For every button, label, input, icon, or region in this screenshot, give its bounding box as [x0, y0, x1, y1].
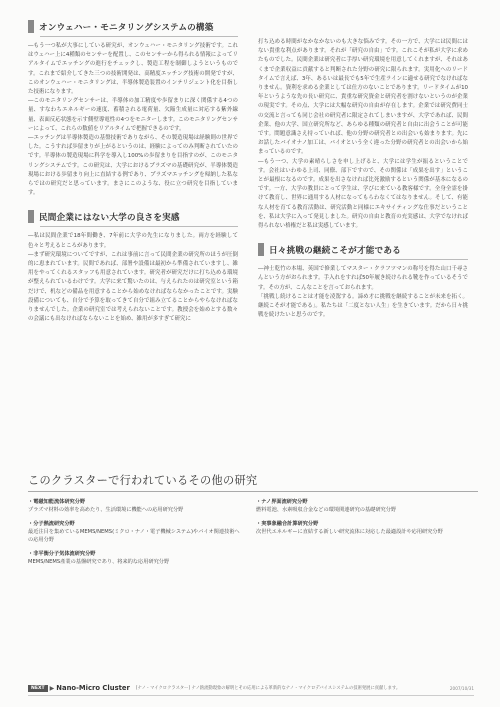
cluster-title: このクラスターで行われているその他の研究	[28, 474, 258, 487]
cluster-name: Nano-Micro Cluster	[56, 684, 130, 692]
paragraph: ―まず研究環境についてですが、これは事前に言って民間企業の研究所のほうが圧倒的に恵まれています。民間であれば、部署や設備は最初から準備されていますし、雑用をやってくれるスタッフも用意されています。研究者が研究だけに打ち込める環境が整えられているわけです。大学に来て驚いたのは、与えられたのは研究室という箱だけで、机などの備品を用意することから始めなければならなかったことです。実験設備についても、自分で予算を取ってきて自分で組み立てることからやらなければなりませんでした。企業の研究室では考えられないことです。教授会を始めとする数々の会議にも出なければならないことを始め、雑用が多すぎて研究に	[28, 251, 238, 323]
section-title: 日々挑戦の継続こそが才能である	[269, 245, 401, 256]
section-title: オンウェハー・モニタリングシステムの構築	[39, 22, 214, 33]
cluster-description: [ナノ・マイクロクラスター] ナノ熱流動現象の解明とその応用による革新的なナノ・マイクロデバイスシステムの技術発展に貢献します。	[135, 686, 401, 691]
paragraph: ―もう一つ、大学の素晴らしさを申し上げると、大学には学生が振るということです。会社はいわゆる上司、同僚、部下ですので、その関係は「成果を出す」ということが最根になるのです。成果を出さなければ比死激励するという関係が基本になるのです。一方、大学の教員にとって学生は、学びに来ている教客様です。全身全霊を掛けて教育し、世界に通用する人材になってもらわなくてはなりません。そして、有能な人材を育てる教育活動は、研究活動と同様にエキサイティングな仕事だということを、私は大学に入って発見しました。研究の自由と教育の充実感は、大学でなければ得られない格権だと私は実感しています。	[258, 158, 468, 230]
research-item-desc: 最近注目を集めているMEMS/NEMS(ミクロ・ナノ・電子機械システム)やバイオ関連技術への応用分野	[28, 529, 240, 544]
heading-bar-icon	[258, 243, 264, 256]
research-item-desc: MEMS/NEMS產業の基盤研究であり、将来的な応用研究分野	[28, 559, 170, 566]
left-column	[28, 14, 238, 324]
cluster-divider	[28, 491, 478, 492]
research-list	[28, 498, 478, 638]
paragraph: ―このモニタリングセンサーは、半導体の加工精度や歩留まりに深く関係する4つの量、すなわちエネルギーの速度、蓄積される電荷量、欠陥生成量に対応する紫外線量、表面反応状態を示す側壁導電性の4つをモニターします。このモニタリングセンサーによって、これらの数値をリアルタイムで把握できるのです。	[28, 98, 238, 132]
footer	[28, 683, 474, 693]
paragraph: ―神士乾竹の本場、英国で修業してマスター・クラフツマンの称号を得た山口千尋さんという方がおられます。手入れをすれば50年履き続けられる靴を作っているそうです。その方が、こんなことを言っておられます。	[258, 266, 468, 291]
heading-divider	[40, 226, 238, 227]
section-title: 民間企業にはない大学の良さを実感	[39, 212, 180, 223]
research-item-desc: 次世代エネルギーに直結する新しい研究流体に対応した最適設計や応用研究分野	[256, 529, 443, 536]
paragraph: 打ち込める時間がなかなかないのも大きな悩みです。その一方で、大学には民間にはない貴重な利点があります。それが「研究の自由」です。これこそが私が大学に求めたものでした。民間企業は研究者に手厚い研究環境を用意してくれますが、それはあくまで企業収益に貢献すると判断された分野の研究に限られます。実用化へのリードタイムで言えば、3年、あるいは最長でも5年で生産ラインに適せる研究でなければなりません。資利を求める企業としては仕方のないことであります。リードタイムが10年というような先の長い研究に、貴重な研究資金と研究者を割けないというのが企業の現実です。その点、大学には大幅な研究の自由が存在します。企業では研究費同士の交流と言っても同じ会社の研究者に限定されてしまいますが、大学であれば、民間企業、他の大学、国立研究所など、あらゆる種類の研究者と自由に出会うことが可能です。問題意識さえ持っていれば、他の分野の研究者との出会いも始まります。先にお話したバイオナノ加工は、バイオという全く違った分野の研究者との出会いから始まっているのです。	[258, 39, 468, 156]
section-heading-challenge	[258, 243, 468, 256]
paragraph: 「挑戦し続けることは才能を凌駕する。諦め才に挑戦を継続することが未来を拓く。継続こそが才能である」。私たちは「二度とない人生」を生きています。だから日々挑戦を続けたいと思うのです。	[258, 293, 468, 319]
arrow-right-icon: ▶	[49, 684, 55, 692]
research-item-desc: 燃料電池、水素吸収合金などの環境関連研究の基礎研究分野	[256, 507, 397, 514]
section-heading-onwafer	[28, 20, 238, 33]
heading-bar-icon	[28, 210, 34, 223]
research-item-desc: プラズマ材料の効率を高めたり、生活環境に機能への応用研究分野	[28, 507, 184, 514]
research-item-title: ・電磁知能流体研究分野	[28, 499, 86, 505]
paragraph: ―私は民間企業で18年間働き、7年前に大学の先生になりました。両方を経験して色々と考えるところがあります。	[28, 233, 238, 249]
research-item	[28, 550, 243, 566]
heading-divider	[40, 36, 238, 37]
heading-divider	[270, 259, 468, 260]
footer-divider	[28, 695, 474, 696]
footer-date: 2007/10/31	[449, 685, 474, 691]
section-heading-university	[28, 210, 238, 223]
paragraph: ―エッチングは半導体製造の基盤技術でありながら、その製造現場は経験則の世界でした。こうすれば歩留まりが上がるというのは、経験によってのみ判断されていたのです。半導体の製造現場に科学を導入し100%の歩留まりを目指すのが、このモニタリングシステムです。この研究は、大学におけるプラズマの基礎研究が、半導体製造現場における歩留まり向上に直結する例であり、プラズマエッチングを帰納した私ならではの研究だと思っています。まさにこのような、役に立つ研究を目指しています。	[28, 135, 238, 197]
research-item	[256, 520, 471, 536]
next-badge: NEXT	[28, 685, 48, 692]
research-item-title: ・ナノ界面流研究分野	[256, 499, 308, 505]
research-item	[28, 520, 243, 545]
research-item	[28, 498, 243, 514]
research-item-title: ・実事象融合計算研究分野	[256, 521, 319, 527]
cluster-section	[28, 472, 478, 638]
right-column	[258, 14, 468, 320]
paragraph: ―もう一つ私が大事にしている研究が、オンウェハー・モニタリング技術です。これはウェハー上に4種類のセンサーを配置し、このセンサーから得られる情報によってリアルタイムでエッチングの進行をチェックし、製造工程を制御しようというものです。これまで紹介してきた三つの技術開発は、高精度エッチング技術の開発ですが、このオンウェハー・モニタリングは、半導体製造装置のインテリジェント化を目指した技術になります。	[28, 43, 238, 96]
heading-bar-icon	[28, 20, 34, 33]
research-item	[256, 498, 471, 514]
research-item-title: ・分子熱流研究分野	[28, 521, 75, 527]
research-item-title: ・非平衡分子気体流研究分野	[28, 551, 96, 557]
